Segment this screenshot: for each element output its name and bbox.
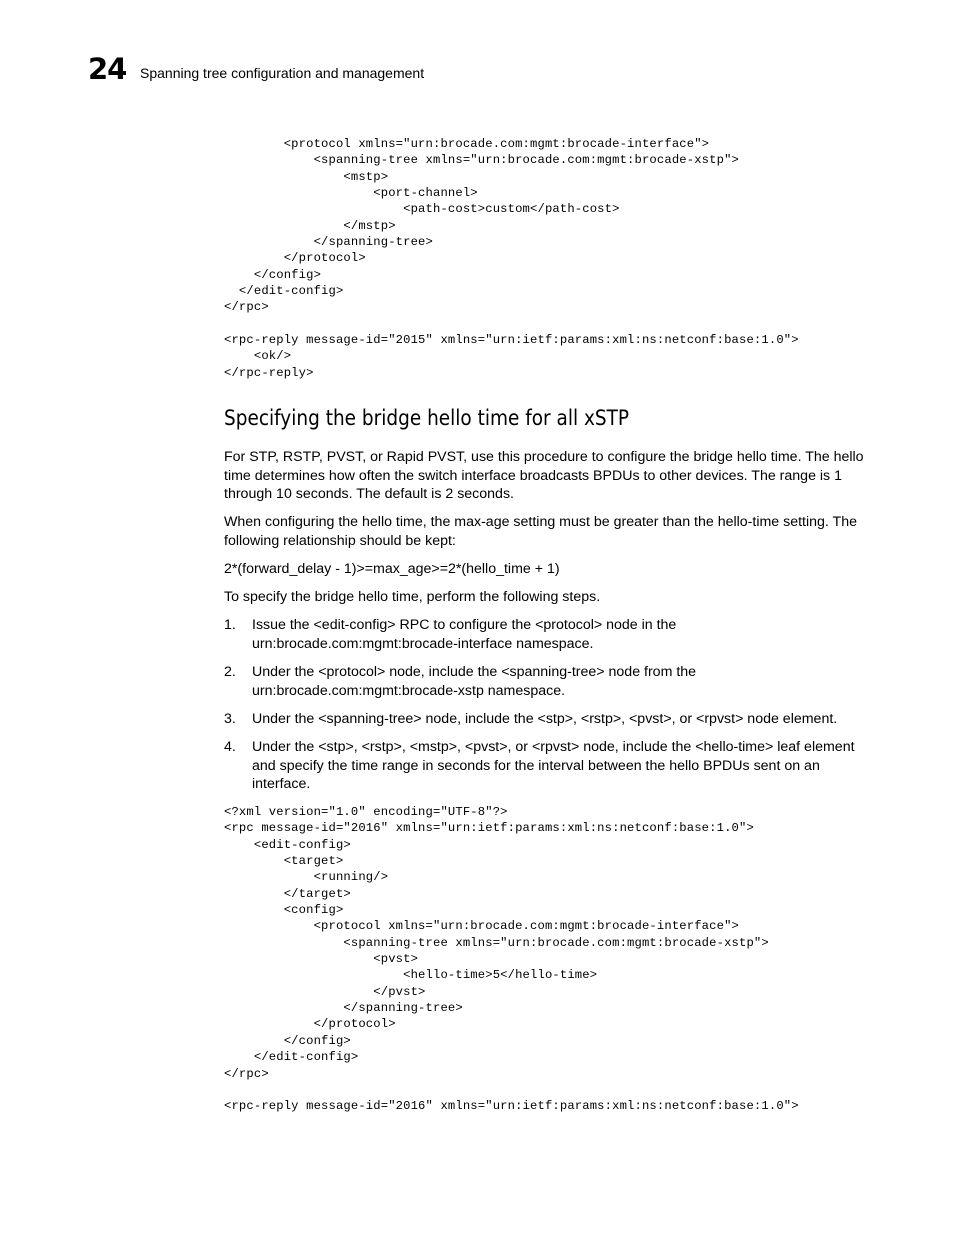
paragraph-max-age-note: When configuring the hello time, the max-age setting must be greater than the hello-time setting. The following relationship should be kept: bbox=[224, 514, 858, 549]
chapter-title: Spanning tree configuration and management bbox=[140, 65, 425, 81]
step-number: 2. bbox=[224, 664, 236, 680]
step-text: Under the <protocol> node, include the <spanning-tree> node from the urn:brocade.com:mgmt:brocade-xstp namespace. bbox=[252, 664, 697, 699]
paragraph-intro: For STP, RSTP, PVST, or Rapid PVST, use this procedure to configure the bridge hello time. The hello time determines how often the switch interface broadcasts BPDUs to other devices. The range is 1 through 10 seconds. The default is 2 seconds. bbox=[224, 449, 864, 503]
step-number: 4. bbox=[224, 739, 236, 755]
step-text: Under the <spanning-tree> node, include the <stp>, <rstp>, <pvst>, or <rpvst> node element. bbox=[252, 711, 838, 727]
section-heading: Specifying the bridge hello time for all xSTP bbox=[224, 406, 630, 430]
chapter-number: 24 bbox=[88, 52, 127, 86]
code-block-netconf-hello-time: <?xml version="1.0" encoding="UTF-8"?> <rpc message-id="2016" xmlns="urn:ietf:params:xml:ns:netconf:base:1.0"> <edit-config> <target> <running/> </target> <config> <protocol xmlns="urn:brocade.com:mgmt:brocade-interface"> <spanning-tree xmlns="urn:brocade.com:mgmt:brocade-xstp"> <pvst> <hello-time>5</hello-time> </pvst> </spanning-tree> </protocol> </config> </edit-config> </rpc> <rpc-reply message-id="2016" xmlns="urn:ietf:params:xml:ns:netconf:base:1.0"> bbox=[224, 805, 799, 1114]
formula: 2*(forward_delay - 1)>=max_age>=2*(hello_time + 1) bbox=[224, 561, 560, 577]
step-number: 3. bbox=[224, 711, 236, 727]
step-text: Under the <stp>, <rstp>, <mstp>, <pvst>, or <rpvst> node, include the <hello-time> leaf element and specify the time range in seconds for the interval between the hello BPDUs sent on an interface. bbox=[252, 739, 855, 793]
step-number: 1. bbox=[224, 617, 236, 633]
code-block-netconf-mstp: <protocol xmlns="urn:brocade.com:mgmt:brocade-interface"> <spanning-tree xmlns="urn:brocade.com:mgmt:brocade-xstp"> <mstp> <port-channel> <path-cost>custom</path-cost> </mstp> </spanning-tree> </protocol> </config> </edit-config> </rpc> <rpc-reply message-id="2015" xmlns="urn:ietf:params:xml:ns:netconf:base:1.0"> <ok/> </rpc-reply> bbox=[224, 137, 799, 380]
step-text: Issue the <edit-config> RPC to configure the <protocol> node in the urn:brocade.com:mgmt:brocade-interface namespace. bbox=[252, 617, 677, 652]
paragraph-steps-intro: To specify the bridge hello time, perform the following steps. bbox=[224, 589, 601, 605]
